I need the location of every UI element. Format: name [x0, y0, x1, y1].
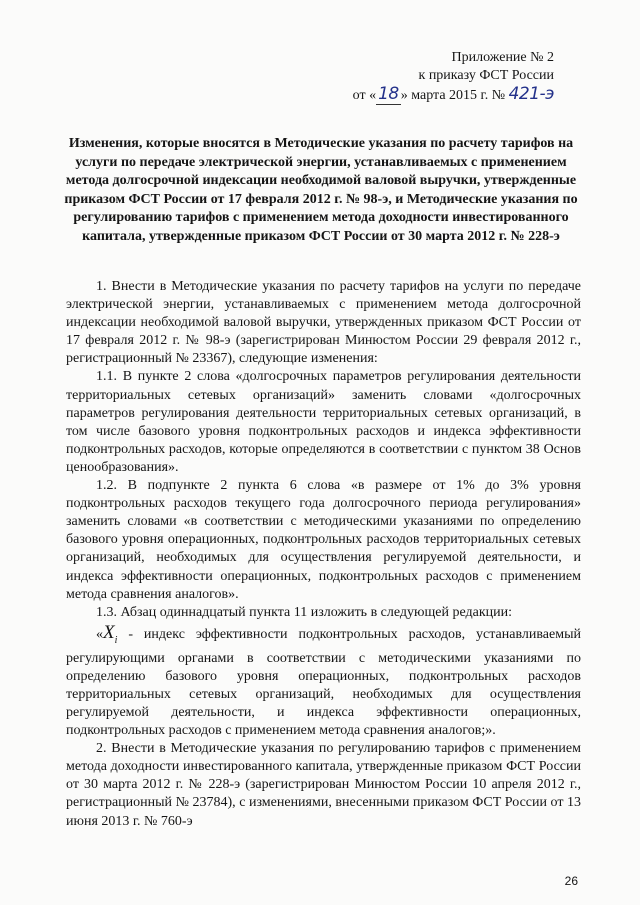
- handwritten-day: 18: [378, 84, 399, 104]
- formula-symbol-letter: X: [103, 621, 115, 643]
- paragraph-1-3: 1.3. Абзац одиннадцатый пункта 11 изложить в следующей редакции:: [96, 604, 513, 620]
- document-body: [66, 278, 581, 831]
- paragraph-1-1: 1.1. В пункте 2 слова «долгосрочных параметров регулирования деятельности территориальных сетевых организаций» заменить словами «долгосрочных параметров регулирования деятельности территориальных сетевых организаций, в том числе базового уровня подконтрольных расходов и индекса эффективности подконтрольных расходов, которые определяются в соответствии с пунктом 38 Основ ценообразования».: [66, 369, 581, 475]
- appendix-date-line: [353, 85, 554, 105]
- formula-subscript: i: [114, 634, 118, 646]
- date-middle: » марта 2015 г. №: [400, 88, 506, 103]
- formula-definition: - индекс эффективности подконтрольных расходов, устанавливаемый регулирующими органами в соответствии с методическими указаниями по определению базового уровня операционных, подконтрольных расходов территориальных сетевых организаций, необходимых для осуществления регулируемой деятельности, и индекса эффективности операционных, подконтрольных расходов с применением метода сравнения аналогов;».: [66, 626, 581, 739]
- formula-symbol: [103, 621, 118, 646]
- date-prefix: от «: [352, 88, 377, 103]
- handwritten-order-number: 421-э: [508, 84, 554, 104]
- document-title: Изменения, которые вносятся в Методические указания по расчету тарифов на услуги по передаче электрической энергии, устанавливаемых с применением метода долгосрочной индексации необходимой валовой выручки, утвержденные приказом ФСТ России от 17 февраля 2012 г. № 98-э, и Методические указания по регулированию тарифов с применением метода доходности инвестированного капитала, утвержденные приказом ФСТ России от 30 марта 2012 г. № 228-э: [64, 136, 578, 244]
- appendix-number: Приложение № 2: [451, 50, 554, 65]
- appendix-order-ref: к приказу ФСТ России: [418, 68, 554, 83]
- paragraph-2: 2. Внести в Методические указания по регулированию тарифов с применением метода доходности инвестированного капитала, утвержденные приказом ФСТ России от 30 марта 2012 г. № 228-э (зарегистрирован Минюстом России 10 апреля 2012 г., регистрационный № 23784), с изменениями, внесенными приказом ФСТ России от 13 июня 2013 г. № 760-э: [66, 741, 581, 829]
- appendix-header: [353, 49, 554, 105]
- paragraph-1: 1. Внести в Методические указания по расчету тарифов на услуги по передаче электрической энергии, устанавливаемых с применением метода долгосрочной индексации необходимой валовой выручки, утвержденных приказом ФСТ России от 17 февраля 2012 г. № 98-э (зарегистрирован Минюстом России 29 февраля 2012 г., регистрационный № 23367), следующие изменения:: [66, 279, 581, 367]
- page-number: 26: [564, 874, 578, 888]
- formula-paragraph: [66, 621, 581, 740]
- paragraph-1-2: 1.2. В подпункте 2 пункта 6 слова «в размере от 1% до 3% уровня подконтрольных расходов текущего года долгосрочного периода регулирования» заменить словами «в соответствии с методическими указаниями по определению базового уровня операционных, подконтрольных расходов территориальных сетевых организаций, необходимых для осуществления регулируемой деятельности, и индекса эффективности операционных, подконтрольных расходов с применением метода сравнения аналогов».: [66, 478, 581, 602]
- formula-open-quote: «: [96, 626, 103, 642]
